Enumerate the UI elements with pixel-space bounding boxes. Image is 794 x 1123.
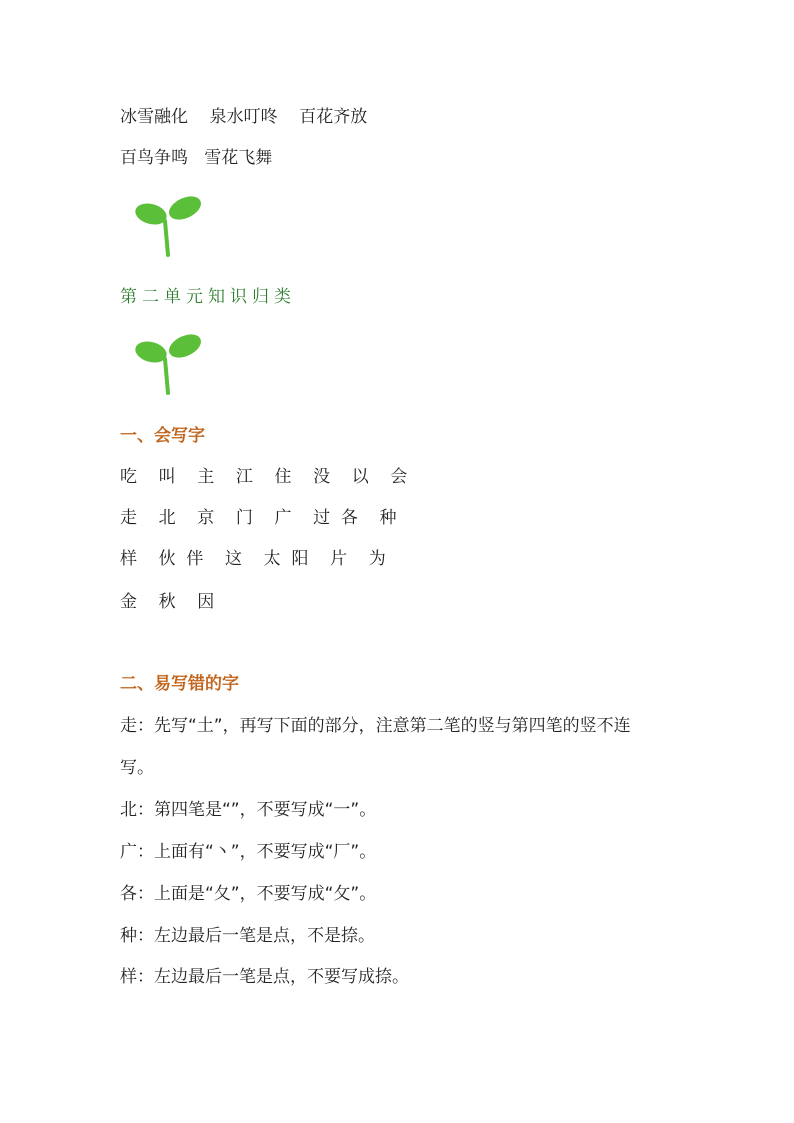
sprout-icon bbox=[132, 333, 206, 395]
unit-title: 第二单元知识归类 bbox=[120, 287, 296, 307]
char-row: 吃 叫 主 江 住 没 以 会 bbox=[120, 467, 408, 487]
section-heading-mistakes: 二、易写错的字 bbox=[120, 674, 239, 694]
note-line: 各：上面是“夂”，不要写成“攵”。 bbox=[120, 884, 377, 904]
char-row: 金 秋 因 bbox=[120, 592, 215, 612]
char-row: 样 伙 伴 这 太 阳 片 为 bbox=[120, 549, 386, 569]
note-line: 广：上面有“丶”，不要写成“厂”。 bbox=[120, 842, 377, 862]
section-heading-write: 一、会写字 bbox=[120, 426, 205, 446]
sprout-icon bbox=[132, 195, 206, 257]
note-line: 写。 bbox=[120, 758, 154, 778]
note-line: 走：先写“土”，再写下面的部分，注意第二笔的竖与第四笔的竖不连 bbox=[120, 716, 631, 736]
note-line: 样：左边最后一笔是点，不要写成捺。 bbox=[120, 967, 409, 987]
note-line: 北：第四笔是“”，不要写成“一”。 bbox=[120, 800, 377, 820]
note-line: 种：左边最后一笔是点，不是捺。 bbox=[120, 926, 375, 946]
char-row: 走 北 京 门 广 过 各 种 bbox=[120, 508, 397, 528]
intro-line-1: 冰雪融化 泉水叮咚 百花齐放 bbox=[120, 107, 368, 127]
intro-line-2: 百鸟争鸣 雪花飞舞 bbox=[120, 148, 273, 168]
